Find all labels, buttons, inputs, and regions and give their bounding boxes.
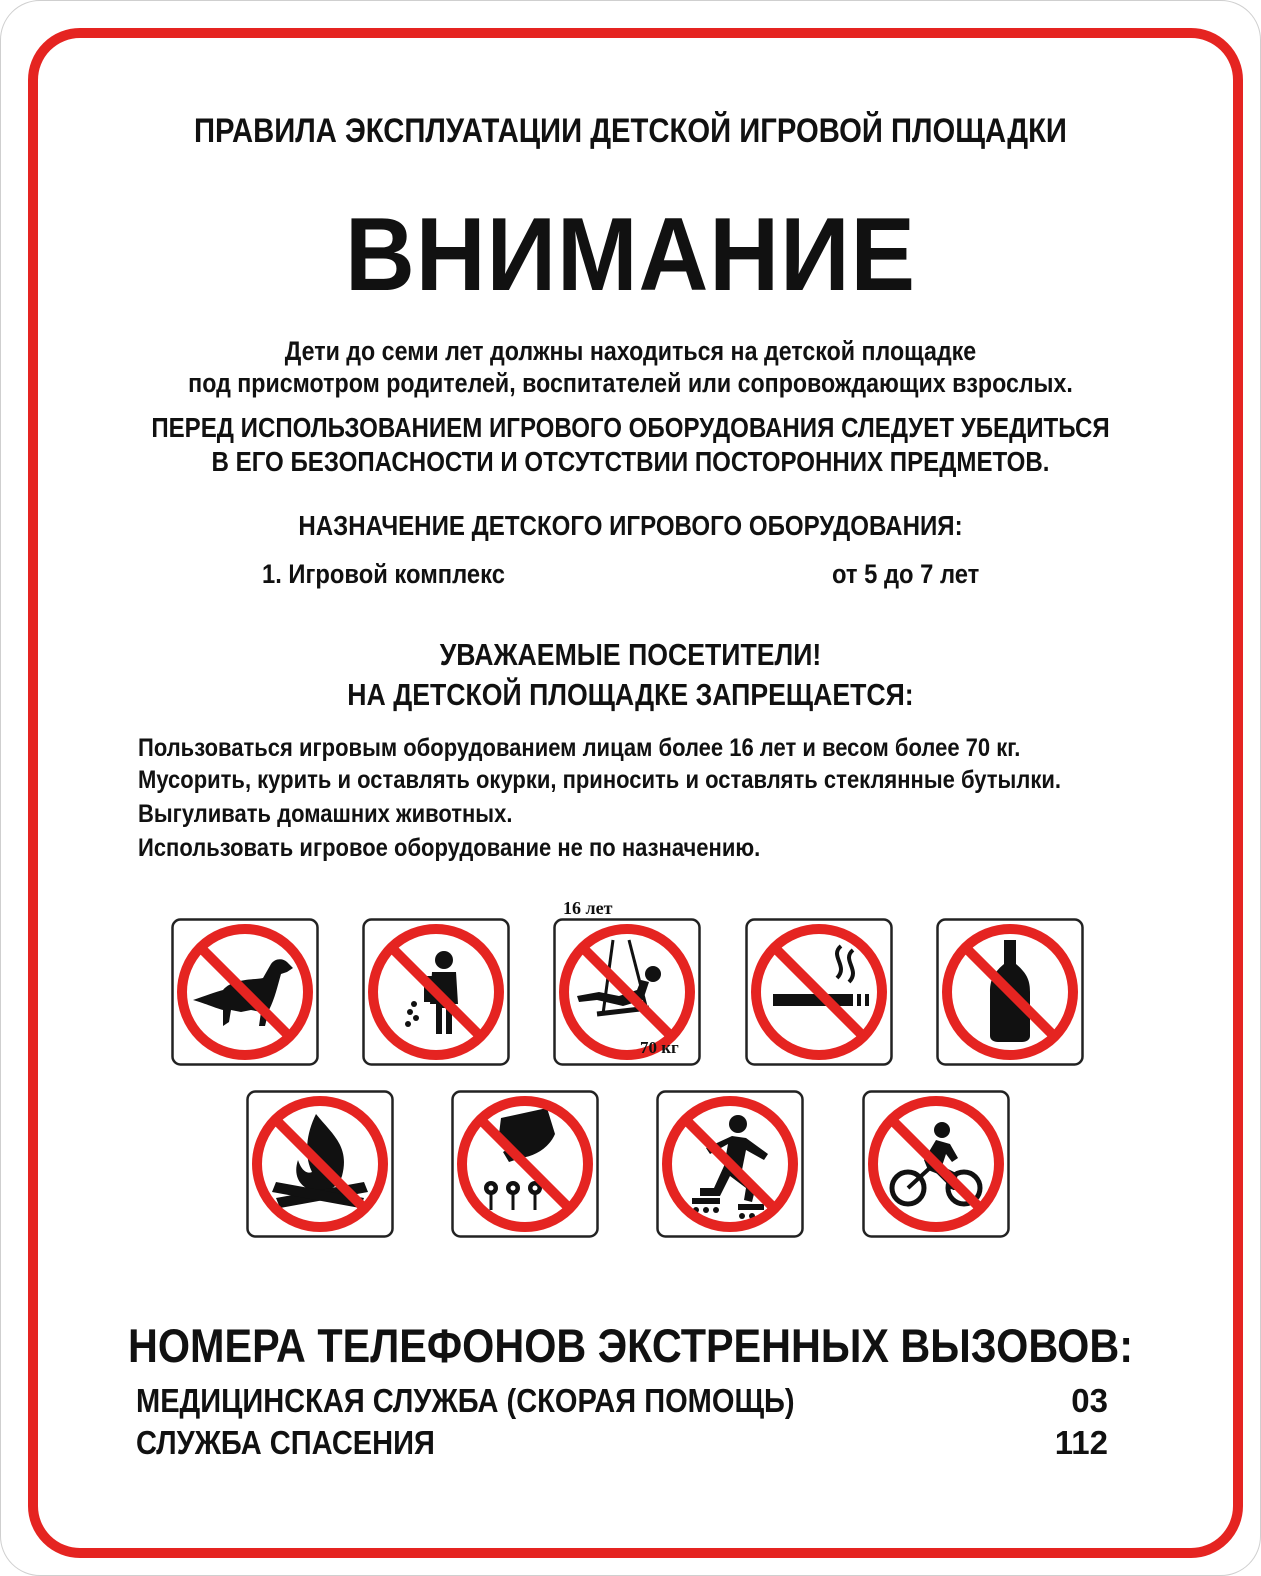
visitors-heading-1: УВАЖАЕМЫЕ ПОСЕТИТЕЛИ! [439, 637, 822, 672]
intro-line-4: В ЕГО БЕЗОПАСНОСТИ И ОТСУТСТВИИ ПОСТОРОННИХ ПРЕДМЕТОВ. [211, 446, 1050, 477]
weight-limit-label: 70 кг [640, 1038, 679, 1057]
rule-item: Пользоваться игровым оборудованием лицам более 16 лет и весом более 70 кг. [138, 734, 1021, 762]
no-fire-icon [246, 1090, 394, 1238]
service-name-medical: МЕДИЦИНСКАЯ СЛУЖБА (СКОРАЯ ПОМОЩЬ) [136, 1382, 795, 1419]
age-limit-label: 16 лет [563, 898, 613, 918]
rule-item: Использовать игровое оборудование не по назначению. [138, 834, 761, 862]
service-number-rescue: 112 [1054, 1424, 1108, 1461]
intro-line-3: ПЕРЕД ИСПОЛЬЗОВАНИЕМ ИГРОВОГО ОБОРУДОВАНИЯ СЛЕДУЕТ УБЕДИТЬСЯ [151, 412, 1110, 443]
no-rollerblading-icon [656, 1090, 804, 1238]
no-dogs-icon [171, 918, 319, 1066]
no-smoking-icon [745, 918, 893, 1066]
intro-line-2: под присмотром родителей, воспитателей или сопровождающих взрослых. [188, 368, 1073, 398]
no-picking-flowers-icon [451, 1090, 599, 1238]
rule-item: Выгуливать домашних животных. [138, 800, 513, 828]
intro-line-1: Дети до семи лет должны находиться на детской площадке [284, 336, 977, 366]
no-littering-icon [362, 918, 510, 1066]
attention-heading: ВНИМАНИЕ [345, 197, 916, 313]
emergency-heading: НОМЕРА ТЕЛЕФОНОВ ЭКСТРЕННЫХ ВЫЗОВОВ: [128, 1319, 1133, 1372]
equipment-age: от 5 до 7 лет [832, 559, 980, 589]
equipment-name: 1. Игровой комплекс [262, 559, 505, 589]
service-name-rescue: СЛУЖБА СПАСЕНИЯ [136, 1424, 435, 1461]
service-number-medical: 03 [1071, 1382, 1108, 1419]
equipment-heading: НАЗНАЧЕНИЕ ДЕТСКОГО ИГРОВОГО ОБОРУДОВАНИЯ: [298, 510, 963, 541]
visitors-heading-2: НА ДЕТСКОЙ ПЛОЩАДКЕ ЗАПРЕЩАЕТСЯ: [347, 677, 914, 712]
rule-item: Мусорить, курить и оставлять окурки, приносить и оставлять стеклянные бутылки. [138, 766, 1061, 794]
no-cycling-icon [862, 1090, 1010, 1238]
no-bottles-icon [936, 918, 1084, 1066]
sign-title: ПРАВИЛА ЭКСПЛУАТАЦИИ ДЕТСКОЙ ИГРОВОЙ ПЛОЩАДКИ [194, 112, 1067, 150]
